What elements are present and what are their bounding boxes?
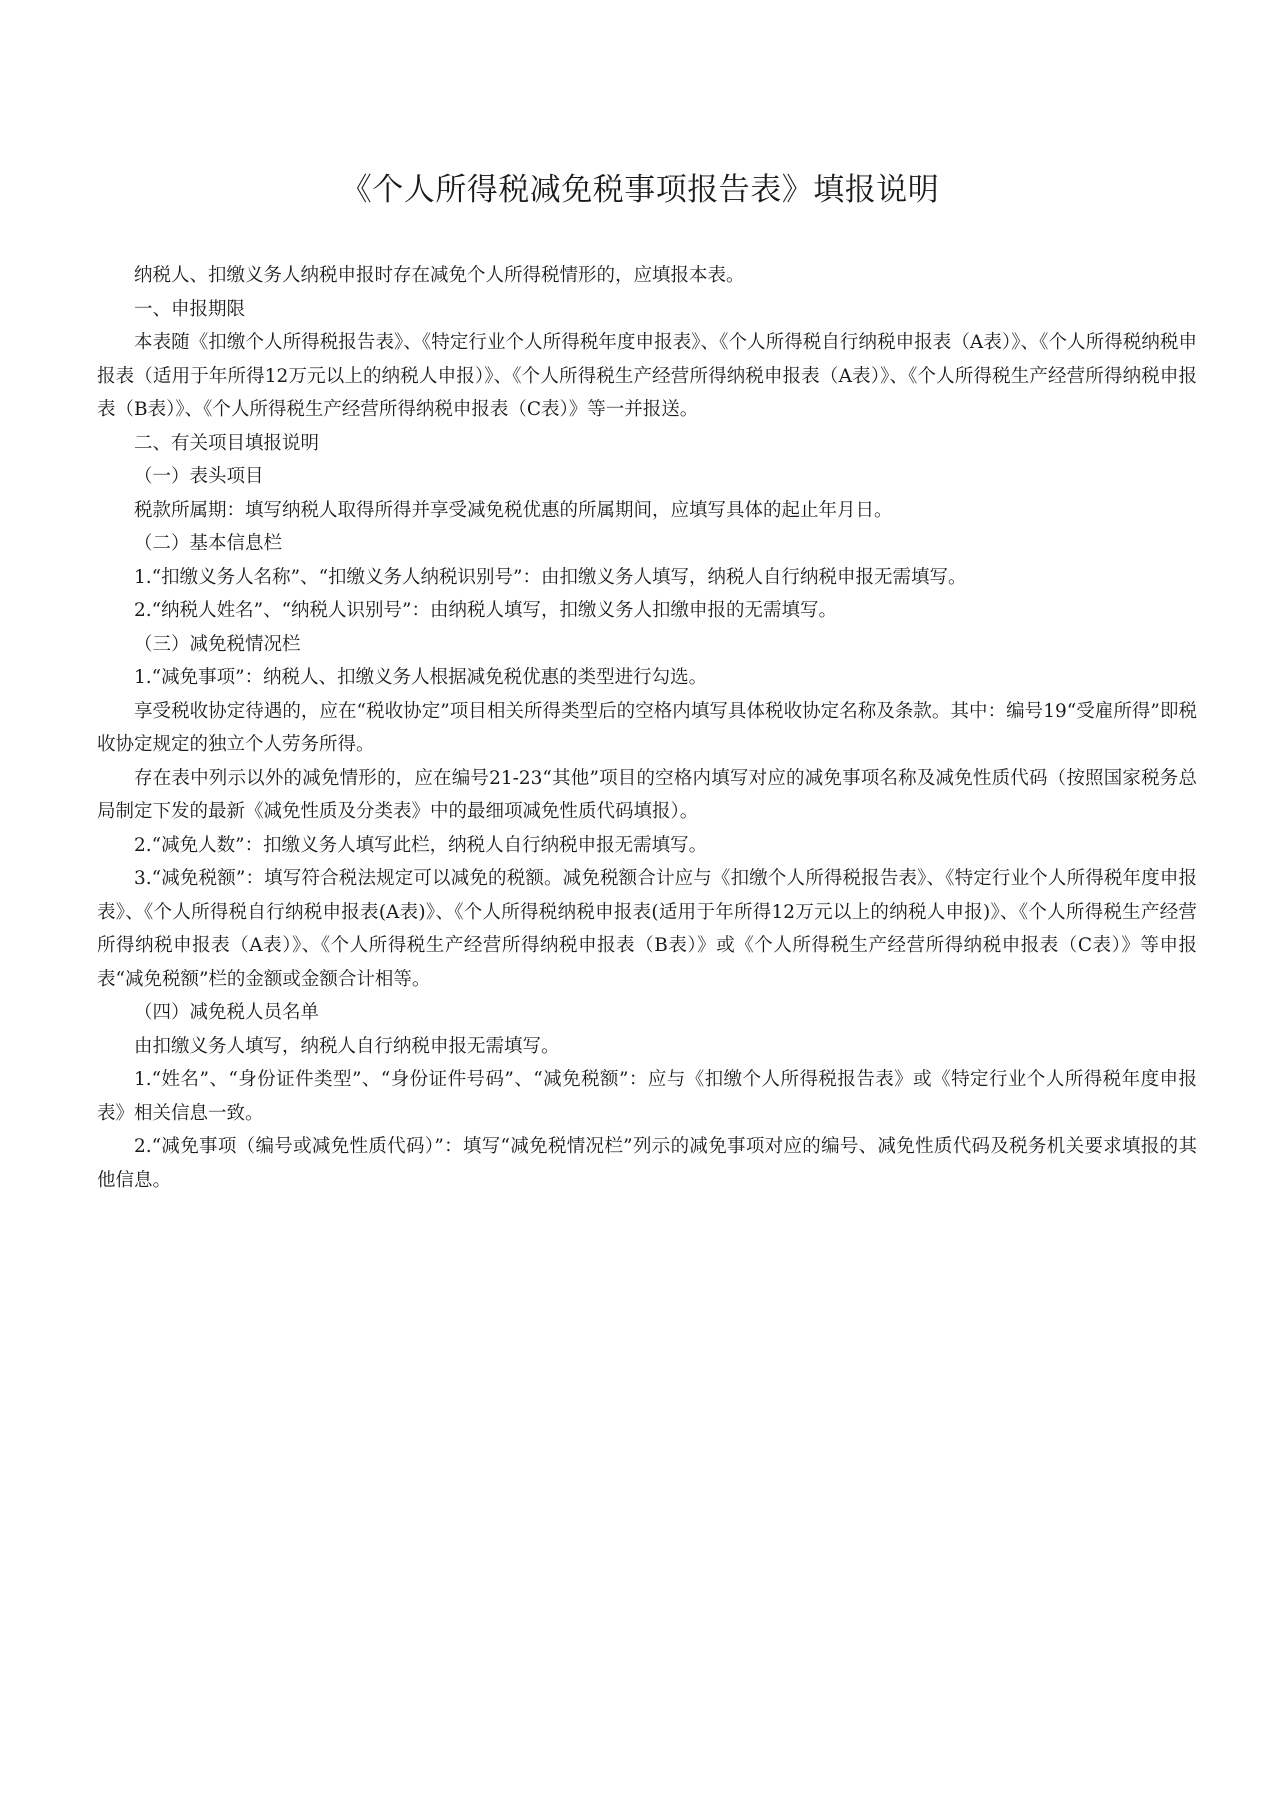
section-heading-items: 二、有关项目填报说明 <box>134 432 320 454</box>
paragraph-tax-treaty: 享受税收协定待遇的，应在“税收协定”项目相关所得类型后的空格内填写具体税收协定名称及条款。其中：编号19“受雇所得”即税收协定规定的独立个人劳务所得。 <box>97 700 1197 755</box>
subsection-heading-personnel: （四）减免税人员名单 <box>134 1002 320 1023</box>
document-title: 《个人所得税减免税事项报告表》填报说明 <box>340 172 940 208</box>
subsection-heading-basic-info: （二）基本信息栏 <box>134 533 283 554</box>
paragraph-withholder-info: 1.“扣缴义务人名称”、“扣缴义务人纳税识别号”：由扣缴义务人填写，纳税人自行纳税申报无需填写。 <box>134 566 967 588</box>
subsection-heading-header: （一）表头项目 <box>134 466 264 487</box>
paragraph-deadline: 本表随《扣缴个人所得税报告表》、《特定行业个人所得税年度申报表》、《个人所得税自行纳税申报表（A表）》、《个人所得税纳税申报表（适用于年所得12万元以上的纳税人申报）》、《个人所得税生产经营所得纳税申报表（A表）》、《个人所得税生产经营所得纳税申报表（B表）》、《个人所得税生产经营所得纳税申报表（C表）》等一并报送。 <box>97 332 1197 420</box>
paragraph-exempt-count: 2.“减免人数”：扣缴义务人填写此栏，纳税人自行纳税申报无需填写。 <box>134 834 708 856</box>
paragraph-personnel-fields: 1.“姓名”、“身份证件类型”、“身份证件号码”、“减免税额”：应与《扣缴个人所得税报告表》或《特定行业个人所得税年度申报表》相关信息一致。 <box>97 1069 1197 1124</box>
subsection-heading-exemption: （三）减免税情况栏 <box>134 633 301 655</box>
paragraph-intro: 纳税人、扣缴义务人纳税申报时存在减免个人所得税情形的，应填报本表。 <box>134 265 745 286</box>
paragraph-taxpayer-info: 2.“纳税人姓名”、“纳税人识别号”：由纳税人填写，扣缴义务人扣缴申报的无需填写。 <box>134 600 837 621</box>
document-body <box>97 259 1197 1197</box>
paragraph-exempt-amount: 3.“减免税额”：填写符合税法规定可以减免的税额。减免税额合计应与《扣缴个人所得税报告表》、《特定行业个人所得税年度申报表》、《个人所得税自行纳税申报表(A表)》、《个人所得税纳税申报表(适用于年所得12万元以上的纳税人申报)》、《个人所得税生产经营所得纳税申报表（A表）》、《个人所得税生产经营所得纳税申报表（B表）》或《个人所得税生产经营所得纳税申报表（C表）》等申报表“减免税额”栏的金额或金额合计相等。 <box>97 868 1197 990</box>
paragraph-exemption-items: 1.“减免事项”：纳税人、扣缴义务人根据减免税优惠的类型进行勾选。 <box>134 667 708 688</box>
paragraph-personnel-items: 2.“减免事项（编号或减免性质代码）”：填写“减免税情况栏”列示的减免事项对应的编号、减免性质代码及税务机关要求填报的其他信息。 <box>97 1136 1197 1191</box>
section-heading-deadline: 一、申报期限 <box>134 298 246 320</box>
paragraph-other-exemptions: 存在表中列示以外的减免情形的，应在编号21-23“其他”项目的空格内填写对应的减免事项名称及减免性质代码（按照国家税务总局制定下发的最新《减免性质及分类表》中的最细项减免性质代码填报）。 <box>97 767 1197 822</box>
paragraph-personnel-filler: 由扣缴义务人填写，纳税人自行纳税申报无需填写。 <box>134 1035 560 1057</box>
paragraph-tax-period: 税款所属期：填写纳税人取得所得并享受减免税优惠的所属期间，应填写具体的起止年月日。 <box>134 499 893 521</box>
